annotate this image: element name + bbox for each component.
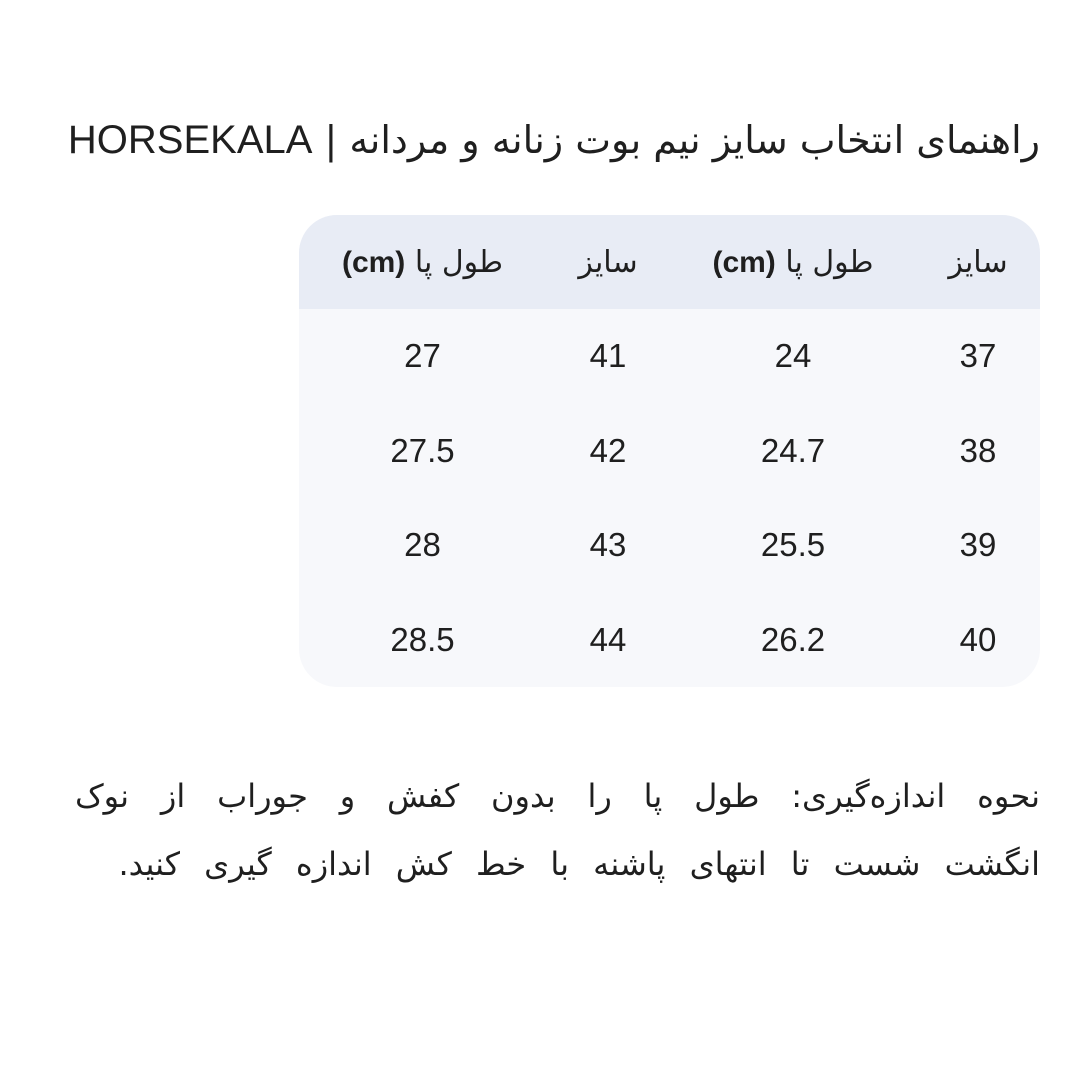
cell-length-1: 24.7 bbox=[760, 431, 826, 469]
cell-size-1: 40 bbox=[959, 620, 997, 658]
header-unit-2: (cm) bbox=[341, 245, 406, 279]
measurement-note: نحوه اندازه‌گیری: طول پا را بدون کفش و جوراب از نوک انگشت شست تا انتهای پاشنه با خط کش اندازه گیری کنید. bbox=[75, 777, 1040, 883]
page-title bbox=[60, 112, 1040, 168]
table-row bbox=[299, 593, 1040, 688]
cell-length-1: 26.2 bbox=[760, 620, 826, 658]
brand-name: HORSEKALA bbox=[67, 118, 313, 162]
cell-size-2: 44 bbox=[589, 620, 627, 658]
cell-size-1: 37 bbox=[959, 337, 997, 375]
size-table-card bbox=[299, 215, 1040, 687]
header-size-2: سایز bbox=[578, 244, 638, 280]
cell-length-1: 24 bbox=[774, 337, 812, 375]
cell-length-2: 27.5 bbox=[390, 431, 455, 469]
table-row bbox=[299, 498, 1040, 593]
cell-length-2: 27 bbox=[404, 337, 441, 375]
cell-size-2: 42 bbox=[589, 431, 627, 469]
cell-length-2: 28 bbox=[404, 526, 441, 564]
cell-length-1: 25.5 bbox=[760, 526, 826, 564]
table-row bbox=[299, 404, 1040, 499]
header-length-2: طول پا (cm) bbox=[341, 244, 504, 280]
table-header-row bbox=[299, 215, 1040, 309]
title-text: راهنمای انتخاب سایز نیم بوت زنانه و مردانه | bbox=[324, 118, 1040, 162]
cell-size-1: 39 bbox=[959, 526, 997, 564]
header-unit-1: (cm) bbox=[712, 245, 776, 279]
table-row bbox=[299, 309, 1040, 404]
header-size-1: سایز bbox=[948, 244, 1008, 280]
cell-size-1: 38 bbox=[959, 431, 997, 469]
cell-length-2: 28.5 bbox=[390, 620, 455, 658]
size-table bbox=[299, 215, 1040, 687]
header-length-1: طول پا (cm) bbox=[712, 244, 874, 280]
cell-size-2: 41 bbox=[589, 337, 627, 375]
cell-size-2: 43 bbox=[589, 526, 627, 564]
